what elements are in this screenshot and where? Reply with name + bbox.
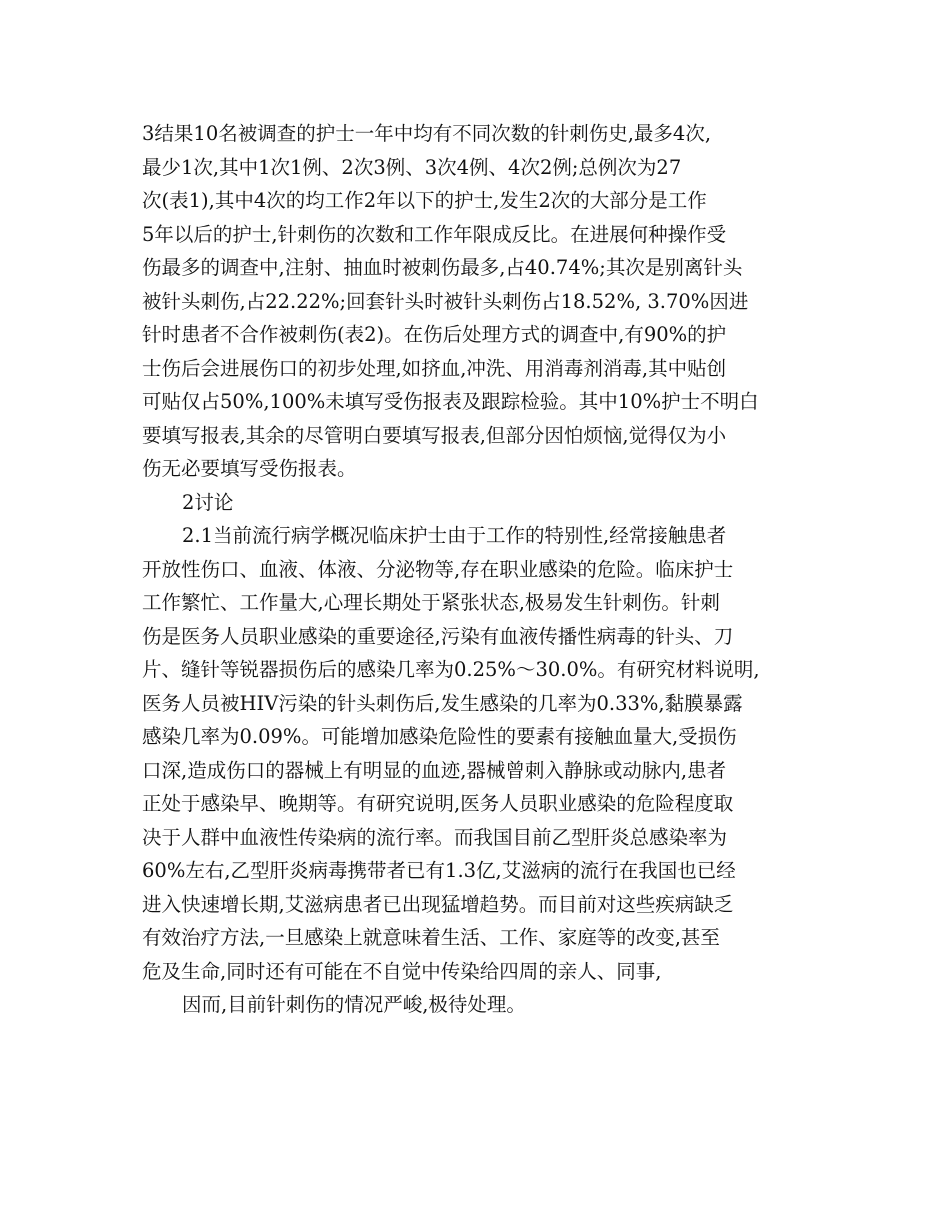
text-line: 感染几率为0.09%。可能增加感染危险性的要素有接触血量大,受损伤 <box>142 725 737 748</box>
text-line: 2讨论 <box>182 490 234 514</box>
text-line: 3结果10名被调查的护士一年中均有不同次数的针刺伤史,最多4次, <box>142 122 712 145</box>
text-line: 因而,目前针刺伤的情况严峻,极待处理。 <box>182 993 526 1016</box>
text-line: 可贴仅占50%,100%未填写受伤报表及跟踪检验。其中10%护士不明白 <box>142 390 759 413</box>
text-line: 伤最多的调查中,注射、抽血时被刺伤最多,占40.74%;其次是别离针头 <box>142 256 743 279</box>
text-line: 次(表1),其中4次的均工作2年以下的护士,发生2次的大部分是工作 <box>142 189 707 212</box>
text-line: 伤是医务人员职业感染的重要途径,污染有血液传播性病毒的针头、刀 <box>142 624 734 648</box>
text-line: 有效治疗方法,一旦感染上就意味着生活、工作、家庭等的改变,甚至 <box>142 926 720 949</box>
text-line: 危及生命,同时还有可能在不自觉中传染给四周的亲人、同事, <box>142 959 662 983</box>
text-line: 被针头刺伤,占22.22%;回套针头时被针头刺伤占18.52%, 3.70%因进 <box>142 289 749 313</box>
text-line: 进入快速增长期,艾滋病患者已出现猛增趋势。而目前对这些疾病缺乏 <box>142 892 734 916</box>
text-line: 决于人群中血液性传染病的流行率。而我国目前乙型肝炎总感染率为 <box>142 825 728 849</box>
text-line: 最少1次,其中1次1例、2次3例、3次4例、4次2例;总例次为27 <box>142 155 682 179</box>
text-line: 伤无必要填写受伤报表。 <box>142 457 357 480</box>
text-line: 要填写报表,其余的尽管明白要填写报表,但部分因怕烦恼,觉得仅为小 <box>142 423 727 447</box>
text-line: 2.1当前流行病学概况临床护士由于工作的特别性,经常接触患者 <box>182 524 727 547</box>
text-line: 工作繁忙、工作量大,心理长期处于紧张状态,极易发生针刺伤。针刺 <box>142 591 720 614</box>
text-line: 5年以后的护士,针刺伤的次数和工作年限成反比。在进展何种操作受 <box>142 222 727 246</box>
text-line: 医务人员被HIV污染的针头刺伤后,发生感染的几率为0.33%,黏膜暴露 <box>142 691 743 715</box>
text-line: 60%左右,乙型肝炎病毒携带者已有1.3亿,艾滋病的流行在我国也已经 <box>142 859 736 882</box>
text-line: 口深,造成伤口的器械上有明显的血迹,器械曾刺入静脉或动脉内,患者 <box>142 758 727 782</box>
text-line: 正处于感染早、晚期等。有研究说明,医务人员职业感染的危险程度取 <box>142 792 734 815</box>
text-line: 开放性伤口、血液、体液、分泌物等,存在职业感染的危险。临床护士 <box>142 557 734 581</box>
text-line: 士伤后会进展伤口的初步处理,如挤血,冲洗、用消毒剂消毒,其中贴创 <box>142 356 727 380</box>
text-line: 针时患者不合作被刺伤(表2)。在伤后处理方式的调查中,有90%的护 <box>142 323 727 346</box>
text-line: 片、缝针等锐器损伤后的感染几率为0.25%～30.0%。有研究材料说明, <box>142 658 760 681</box>
body-text <box>142 117 822 1022</box>
